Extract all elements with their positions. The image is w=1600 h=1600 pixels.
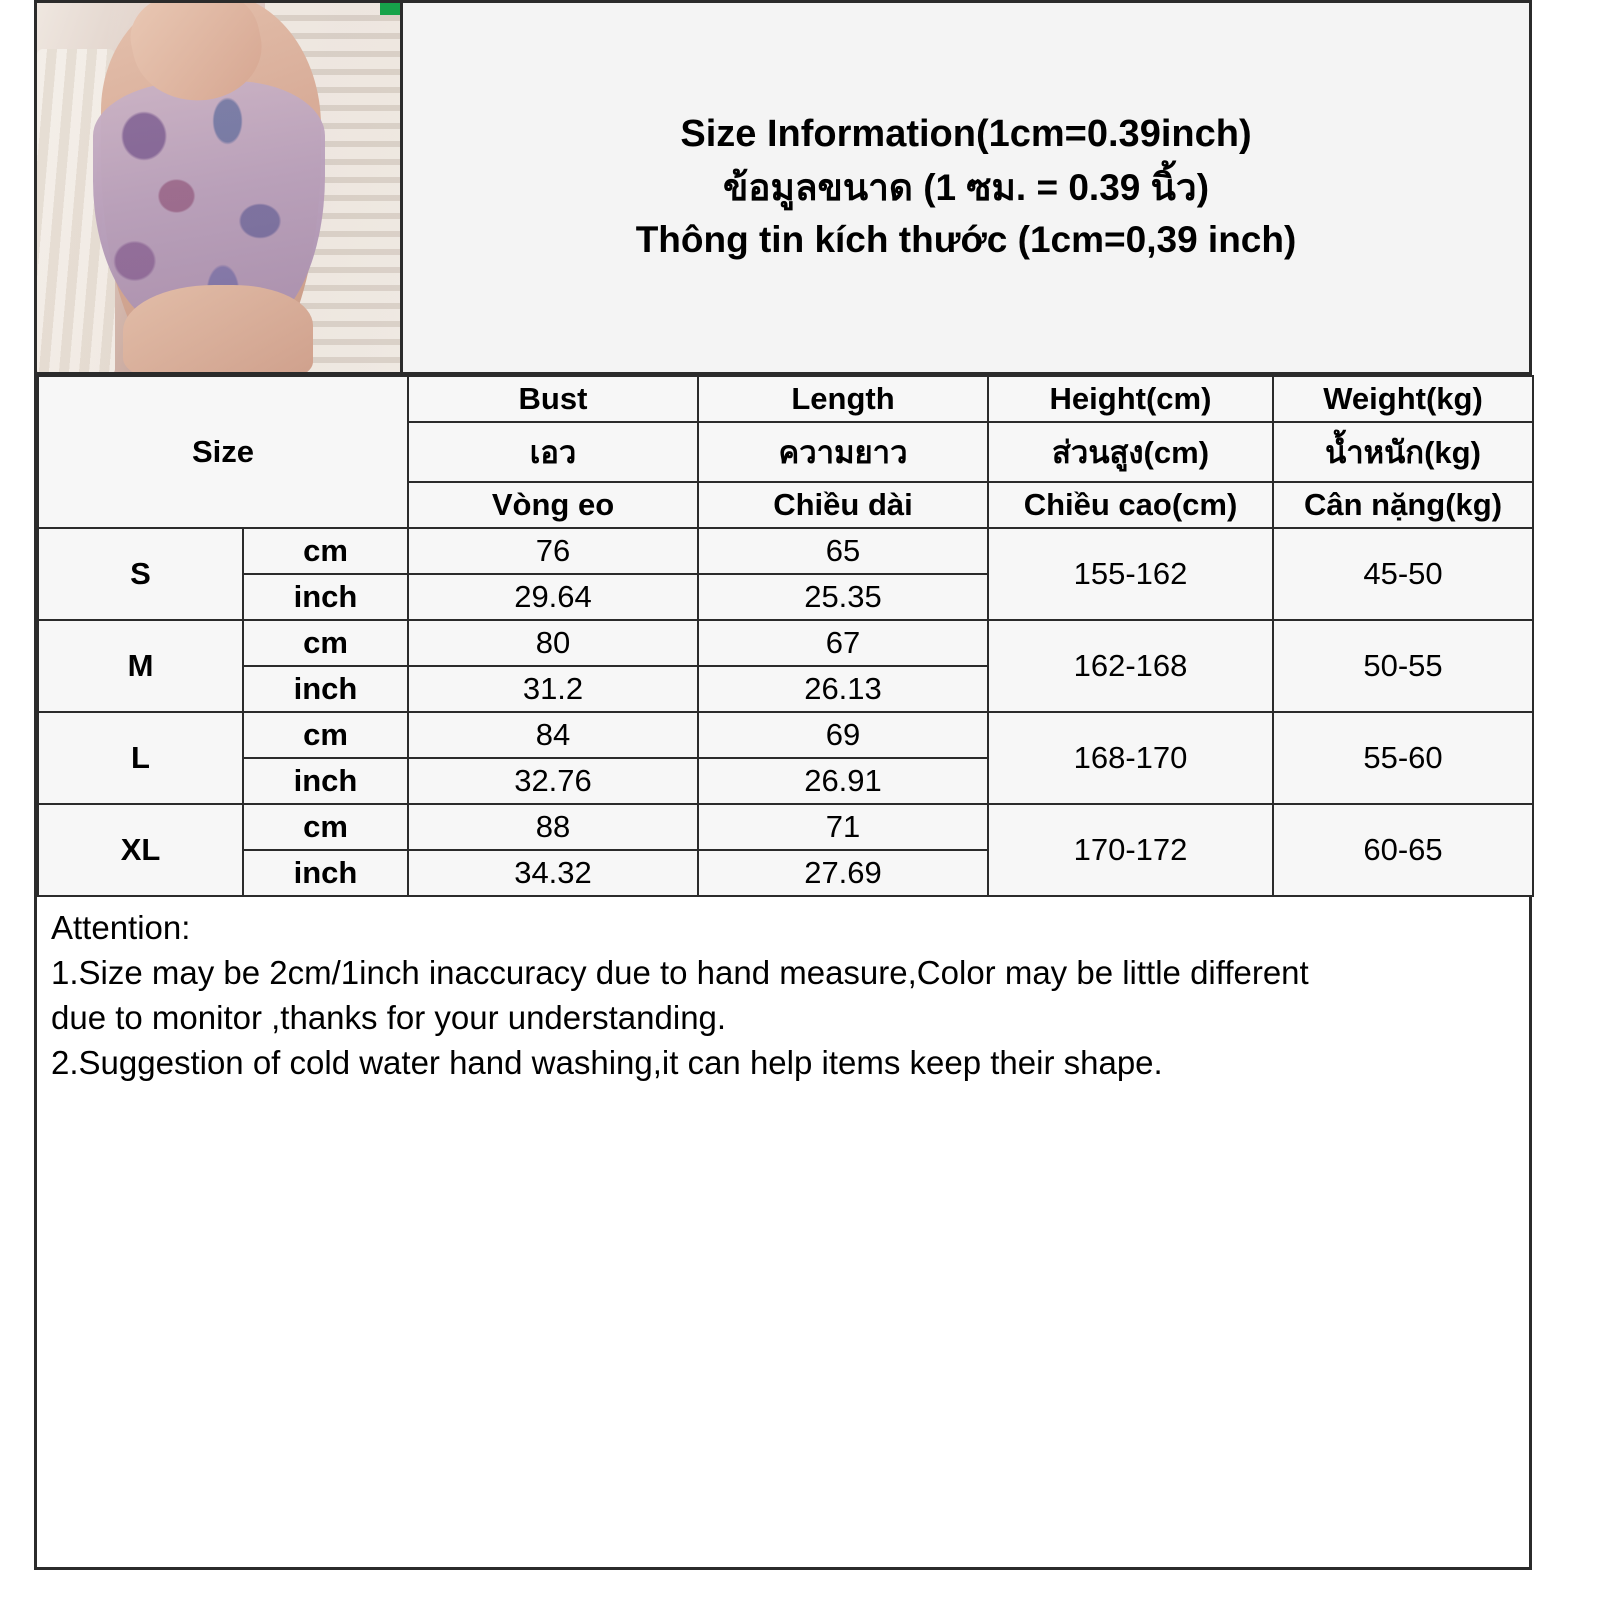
header-height-th: ส่วนสูง(cm) xyxy=(988,422,1273,482)
header-band xyxy=(37,3,1529,375)
cell-weight-range: 55-60 xyxy=(1273,712,1533,804)
cell-bust-cm: 80 xyxy=(408,620,698,666)
header-weight-en: Weight(kg) xyxy=(1273,376,1533,422)
cell-height-range: 168-170 xyxy=(988,712,1273,804)
row-unit-cm: cm xyxy=(243,528,408,574)
product-photo-image xyxy=(37,3,400,372)
header-length-vi: Chiều dài xyxy=(698,482,988,528)
cell-length-inch: 27.69 xyxy=(698,850,988,896)
cell-bust-inch: 29.64 xyxy=(408,574,698,620)
table-row xyxy=(38,620,1533,666)
table-row xyxy=(38,528,1533,574)
cell-height-range: 162-168 xyxy=(988,620,1273,712)
cell-weight-range: 60-65 xyxy=(1273,804,1533,896)
header-length-en: Length xyxy=(698,376,988,422)
cell-length-cm: 65 xyxy=(698,528,988,574)
attention-note-1-line-2: due to monitor ,thanks for your understanding. xyxy=(51,998,727,1036)
cell-height-range: 155-162 xyxy=(988,528,1273,620)
row-unit-cm: cm xyxy=(243,804,408,850)
cell-bust-cm: 84 xyxy=(408,712,698,758)
cell-length-inch: 26.13 xyxy=(698,666,988,712)
attention-heading: Attention: xyxy=(51,909,191,946)
title-line-en: Size Information(1cm=0.39inch) xyxy=(680,112,1252,155)
cell-length-cm: 67 xyxy=(698,620,988,666)
cell-length-cm: 71 xyxy=(698,804,988,850)
row-size-s: S xyxy=(38,528,243,620)
attention-note-2: 2.Suggestion of cold water hand washing,it can help items keep their shape. xyxy=(51,1043,1163,1081)
header-weight-vi: Cân nặng(kg) xyxy=(1273,482,1533,528)
title-line-vi: Thông tin kích thước (1cm=0,39 inch) xyxy=(635,219,1297,261)
row-size-m: M xyxy=(38,620,243,712)
green-corner-marker xyxy=(380,3,400,15)
row-unit-cm: cm xyxy=(243,620,408,666)
row-unit-inch: inch xyxy=(243,758,408,804)
row-unit-inch: inch xyxy=(243,666,408,712)
header-length-th: ความยาว xyxy=(698,422,988,482)
cell-bust-inch: 32.76 xyxy=(408,758,698,804)
header-size-label: Size xyxy=(38,376,408,528)
row-size-xl: XL xyxy=(38,804,243,896)
cell-length-inch: 26.91 xyxy=(698,758,988,804)
title-line-th: ข้อมูลขนาด (1 ซม. = 0.39 นิ้ว) xyxy=(722,166,1210,208)
row-unit-cm: cm xyxy=(243,712,408,758)
header-height-vi: Chiều cao(cm) xyxy=(988,482,1273,528)
table-row xyxy=(38,804,1533,850)
header-bust-vi: Vòng eo xyxy=(408,482,698,528)
row-size-l: L xyxy=(38,712,243,804)
cell-weight-range: 50-55 xyxy=(1273,620,1533,712)
cell-bust-inch: 34.32 xyxy=(408,850,698,896)
table-row xyxy=(38,712,1533,758)
cell-length-inch: 25.35 xyxy=(698,574,988,620)
header-weight-th: น้ำหนัก(kg) xyxy=(1273,422,1533,482)
header-height-en: Height(cm) xyxy=(988,376,1273,422)
attention-note-1-line-1: 1.Size may be 2cm/1inch inaccuracy due to hand measure,Color may be little different xyxy=(51,953,1309,991)
chart-frame xyxy=(34,0,1532,1570)
row-unit-inch: inch xyxy=(243,850,408,896)
row-unit-inch: inch xyxy=(243,574,408,620)
table-header-row-en xyxy=(38,376,1533,422)
cell-height-range: 170-172 xyxy=(988,804,1273,896)
cell-bust-cm: 76 xyxy=(408,528,698,574)
header-bust-en: Bust xyxy=(408,376,698,422)
photo-model-leg xyxy=(123,285,313,372)
cell-bust-cm: 88 xyxy=(408,804,698,850)
cell-length-cm: 69 xyxy=(698,712,988,758)
size-table xyxy=(37,375,1534,897)
product-photo-cell xyxy=(37,3,403,372)
cell-bust-inch: 31.2 xyxy=(408,666,698,712)
attention-block xyxy=(37,897,1529,1085)
header-bust-th: เอว xyxy=(408,422,698,482)
title-block xyxy=(403,3,1529,372)
cell-weight-range: 45-50 xyxy=(1273,528,1533,620)
